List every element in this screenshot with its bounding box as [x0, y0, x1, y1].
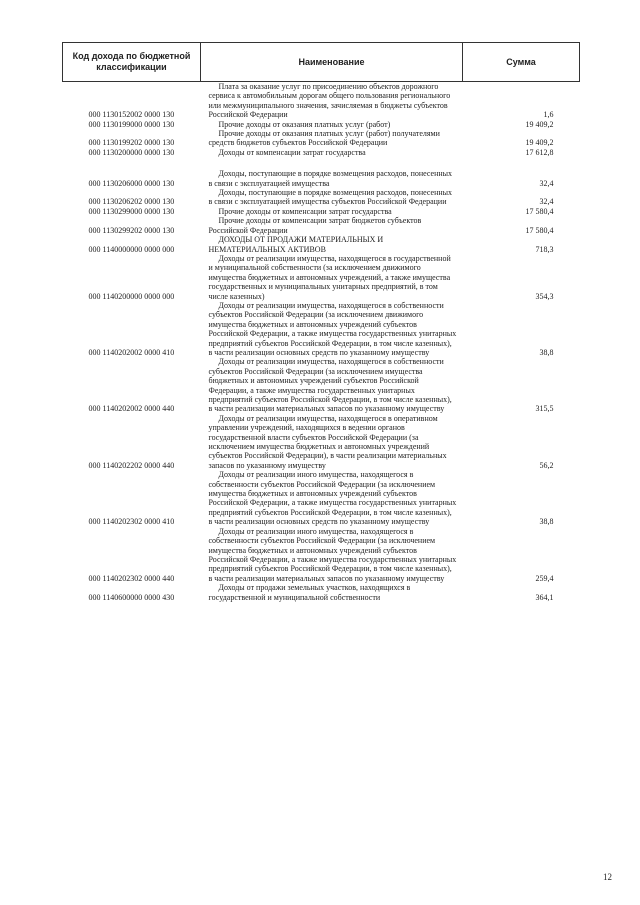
row-name-text: Прочие доходы от компенсации затрат государства: [218, 206, 392, 216]
row-sum: 32,4: [539, 197, 554, 207]
row-name: [201, 254, 463, 301]
header-sum: Сумма: [463, 43, 580, 82]
table-row: [63, 583, 580, 602]
row-name-text: Доходы от продажи земельных участков, находящихся в государственной и муниципальной собственности: [208, 583, 411, 602]
table-row: [63, 216, 580, 235]
row-sum: 38,8: [539, 517, 554, 527]
row-name: [201, 157, 463, 188]
row-sum: 17 580,4: [525, 206, 554, 216]
row-sum: 718,3: [535, 244, 554, 254]
row-code: 000 1130200000 0000 130: [88, 147, 175, 157]
table-row: [63, 357, 580, 413]
table-row: [63, 235, 580, 254]
row-sum: 38,8: [539, 347, 554, 357]
row-sum: 17 580,4: [525, 225, 554, 235]
row-sum: 32,4: [539, 178, 554, 188]
table-header-row: [63, 43, 580, 82]
table-row: [63, 414, 580, 470]
table-row: [63, 301, 580, 357]
table-row: [63, 157, 580, 188]
table-row: [63, 129, 580, 148]
row-code: 000 1140202002 0000 410: [88, 347, 175, 357]
row-name-text: Доходы, поступающие в порядке возмещения расходов, понесенных в связи с эксплуатацией имущества: [208, 169, 453, 188]
row-code: 000 1140202302 0000 440: [88, 573, 175, 583]
row-code: 000 1140000000 0000 000: [88, 244, 175, 254]
row-sum: 315,5: [535, 404, 554, 414]
row-name: [201, 235, 463, 254]
row-sum: 19 409,2: [525, 119, 554, 129]
row-name-text: Прочие доходы от оказания платных услуг (работ) получателями средств бюджетов субъектов Российской Федерации: [208, 129, 440, 148]
row-name-text: Доходы от компенсации затрат государства: [218, 147, 366, 157]
row-name: [201, 583, 463, 602]
row-name-text: Доходы от реализации имущества, находящегося в оперативном управлении учреждений, находящихся в ведении органов государственной власти субъектов Российской Федерации (за исключением имущества бюджетных и автономных учреждений субъектов Российской Федерации), в части реализации материальных запасов по указанному имуществу: [208, 413, 447, 470]
row-name-text: Доходы от реализации иного имущества, находящегося в собственности субъектов Российской Федерации (за исключением имущества бюджетных и автономных учреждений субъектов Российской Федерации, а также имущества государственных унитарных предприятий субъектов Российской Федерации, в том числе казенных), в части реализации основных средств по указанному имуществу: [208, 470, 457, 527]
document-page: [62, 42, 579, 602]
row-name: [201, 188, 463, 207]
row-sum: 364,1: [535, 592, 554, 602]
table-row: [63, 188, 580, 207]
row-name-text: Доходы, поступающие в порядке возмещения расходов, понесенных в связи с эксплуатацией имущества субъектов Российской Федерации: [208, 188, 453, 207]
table-row: [63, 148, 580, 157]
row-name: [201, 82, 463, 120]
row-name: [201, 129, 463, 148]
row-name-text: Плата за оказание услуг по присоединению объектов дорожного сервиса к автомобильным дорогам общего пользования регионального или межмуниципального значения, зачисляемая в бюджеты субъектов Российской Федерации: [208, 82, 451, 120]
row-name: [201, 414, 463, 470]
row-name-text: Доходы от реализации имущества, находящегося в государственной и муниципальной собственности (за исключением движимого имущества бюджетных и автономных учреждений, а также имущества государственных и муниципальных унитарных предприятий, в том числе казенных): [208, 253, 451, 301]
row-sum: 56,2: [539, 460, 554, 470]
row-sum: 354,3: [535, 291, 554, 301]
table-row: [63, 527, 580, 583]
row-name-text: Прочие доходы от оказания платных услуг (работ): [218, 119, 391, 129]
row-code: 000 1130206202 0000 130: [88, 197, 175, 207]
row-name: [201, 120, 463, 129]
table-row: [63, 254, 580, 301]
row-code: 000 1130199202 0000 130: [88, 138, 175, 148]
row-name-text: ДОХОДЫ ОТ ПРОДАЖИ МАТЕРИАЛЬНЫХ И НЕМАТЕРИАЛЬНЫХ АКТИВОВ: [208, 235, 384, 254]
row-code: 000 1130206000 0000 130: [88, 178, 175, 188]
row-code: 000 1140600000 0000 430: [88, 592, 175, 602]
row-name: [201, 527, 463, 583]
header-name: Наименование: [201, 43, 463, 82]
page-number: 12: [603, 872, 612, 882]
row-sum: 1,6: [543, 110, 554, 120]
row-code: 000 1140202302 0000 410: [88, 517, 175, 527]
revenue-table: [62, 42, 580, 602]
row-name: [201, 301, 463, 357]
row-name: [201, 207, 463, 216]
row-name-text: Доходы от реализации иного имущества, находящегося в собственности субъектов Российской Федерации (за исключением имущества бюджетных и автономных учреждений субъектов Российской Федерации, а также имущества государственных унитарных предприятий субъектов Российской Федерации, в том числе казенных), в части реализации материальных запасов по указанному имуществу: [208, 526, 457, 583]
row-sum: 19 409,2: [525, 138, 554, 148]
row-name-text: Доходы от реализации имущества, находящегося в собственности субъектов Российской Федерации (за исключением имущества бюджетных и автономных учреждений субъектов Российской Федерации, а также имущества государственных унитарных предприятий субъектов Российской Федерации, в том числе казенных), в части реализации материальных запасов по указанному имуществу: [208, 357, 452, 414]
table-row: [63, 82, 580, 120]
row-name-text: Прочие доходы от компенсации затрат бюджетов субъектов Российской Федерации: [208, 216, 422, 235]
row-code: 000 1140200000 0000 000: [88, 291, 175, 301]
row-name-text: Доходы от реализации имущества, находящегося в собственности субъектов Российской Федерации (за исключением движимого имущества бюджетных и автономных учреждений субъектов Российской Федерации, а также имущества государственных унитарных предприятий субъектов Российской Федерации, в том числе казенных), в части реализации основных средств по указанному имуществу: [208, 300, 457, 357]
header-code: Код дохода по бюджетной классификации: [63, 43, 201, 82]
row-code: 000 1140202202 0000 440: [88, 460, 175, 470]
row-sum: 17 612,8: [525, 147, 554, 157]
row-name: [201, 470, 463, 526]
row-name: [201, 216, 463, 235]
row-code: 000 1130152002 0000 130: [88, 110, 175, 120]
row-name: [201, 148, 463, 157]
row-code: 000 1130299202 0000 130: [88, 225, 175, 235]
table-row: [63, 207, 580, 216]
row-code: 000 1130199000 0000 130: [88, 119, 175, 129]
row-sum: 259,4: [535, 573, 554, 583]
table-row: [63, 120, 580, 129]
row-name: [201, 357, 463, 413]
row-code: 000 1130299000 0000 130: [88, 206, 175, 216]
table-body: [63, 82, 580, 602]
table-row: [63, 470, 580, 526]
row-code: 000 1140202002 0000 440: [88, 404, 175, 414]
